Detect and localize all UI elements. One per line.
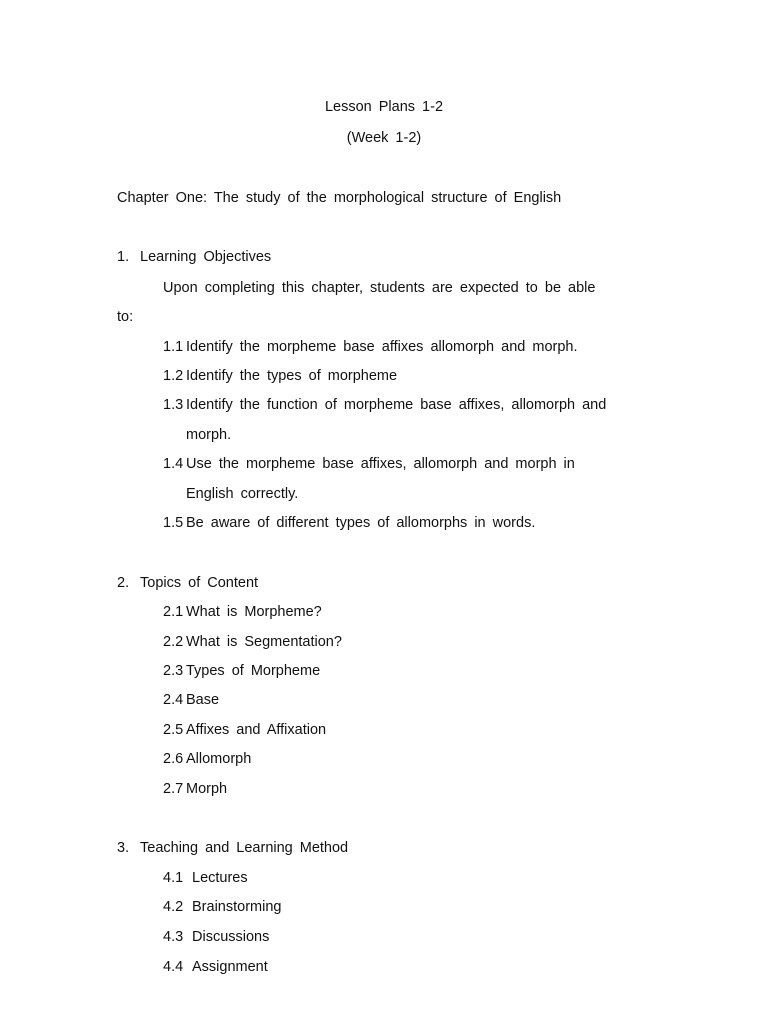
list-item bbox=[163, 603, 322, 621]
list-item bbox=[163, 367, 397, 385]
section-heading-learning-objectives bbox=[117, 248, 271, 266]
section-heading-topics-of-content bbox=[117, 574, 258, 592]
list-item-continuation: morph. bbox=[186, 427, 232, 443]
list-item bbox=[163, 338, 578, 356]
list-item-number: 1.3 bbox=[163, 397, 184, 413]
page-title: Lesson Plans 1-2 bbox=[324, 99, 444, 115]
list-item-number: 4.2 bbox=[163, 899, 184, 915]
list-item bbox=[163, 750, 251, 768]
list-item-text: Morph bbox=[186, 781, 228, 797]
list-item-continuation: English correctly. bbox=[186, 486, 299, 502]
list-item-text: Base bbox=[186, 692, 220, 708]
list-item bbox=[163, 721, 326, 739]
list-item-text: Brainstorming bbox=[192, 899, 282, 915]
list-item-number: 2.4 bbox=[163, 692, 184, 708]
list-item-number: 1.4 bbox=[163, 456, 184, 472]
list-item bbox=[163, 869, 248, 887]
list-item-text: Types of Morpheme bbox=[186, 663, 321, 679]
list-item-text: Discussions bbox=[192, 929, 270, 945]
list-item bbox=[163, 898, 281, 916]
list-item-number: 4.4 bbox=[163, 959, 184, 975]
list-item-number: 1.2 bbox=[163, 368, 184, 384]
chapter-title: Chapter One: The study of the morphological structure of English bbox=[117, 190, 562, 206]
list-item-number: 1.5 bbox=[163, 515, 184, 531]
list-item bbox=[163, 928, 269, 946]
list-item-text: Assignment bbox=[192, 959, 268, 975]
list-item-number: 2.7 bbox=[163, 781, 184, 797]
section-heading-teaching-method bbox=[117, 839, 348, 857]
list-item-number: 2.1 bbox=[163, 604, 184, 620]
list-item-text: Identify the morpheme base affixes allomorph and morph. bbox=[186, 339, 578, 355]
list-item-text: Be aware of different types of allomorphs in words. bbox=[186, 515, 536, 531]
intro-paragraph-line: to: bbox=[117, 309, 134, 325]
list-item bbox=[163, 455, 575, 473]
list-item-number: 2.5 bbox=[163, 722, 184, 738]
list-item-text: What is Segmentation? bbox=[186, 634, 342, 650]
list-item bbox=[163, 691, 219, 709]
section-number: 2. bbox=[117, 575, 130, 591]
section-heading-text: Teaching and Learning Method bbox=[140, 840, 349, 856]
section-heading-text: Topics of Content bbox=[140, 575, 259, 591]
list-item-number: 2.3 bbox=[163, 663, 184, 679]
list-item bbox=[163, 958, 268, 976]
list-item bbox=[163, 514, 535, 532]
list-item-number: 2.6 bbox=[163, 751, 184, 767]
intro-paragraph-line: Upon completing this chapter, students are expected to be able bbox=[163, 280, 596, 296]
section-number: 1. bbox=[117, 249, 130, 265]
list-item-number: 1.1 bbox=[163, 339, 184, 355]
list-item-text: Use the morpheme base affixes, allomorph and morph in bbox=[186, 456, 575, 472]
list-item-text: Identify the function of morpheme base affixes, allomorph and bbox=[186, 397, 607, 413]
section-heading-text: Learning Objectives bbox=[140, 249, 272, 265]
list-item-number: 4.1 bbox=[163, 870, 184, 886]
list-item-text: Identify the types of morpheme bbox=[186, 368, 398, 384]
list-item bbox=[163, 396, 606, 414]
list-item-text: Allomorph bbox=[186, 751, 252, 767]
list-item bbox=[163, 662, 320, 680]
section-number: 3. bbox=[117, 840, 130, 856]
list-item-text: What is Morpheme? bbox=[186, 604, 322, 620]
list-item-number: 2.2 bbox=[163, 634, 184, 650]
list-item bbox=[163, 633, 342, 651]
page-subtitle: (Week 1-2) bbox=[346, 130, 422, 146]
list-item-text: Lectures bbox=[192, 870, 248, 886]
list-item-text: Affixes and Affixation bbox=[186, 722, 327, 738]
list-item-number: 4.3 bbox=[163, 929, 184, 945]
list-item bbox=[163, 780, 227, 798]
